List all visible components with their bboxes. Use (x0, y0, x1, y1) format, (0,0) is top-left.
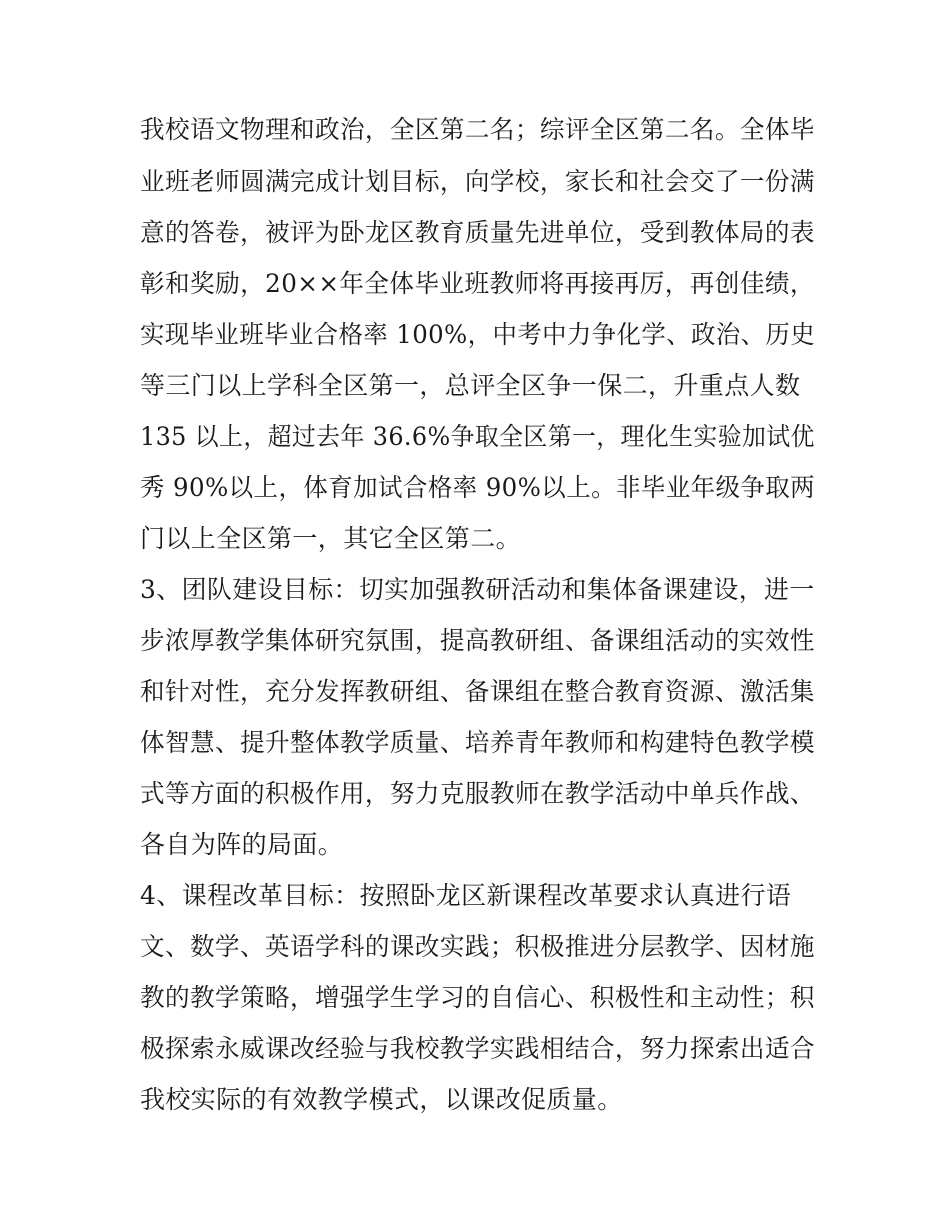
text-line: 实现毕业班毕业合格率 100%，中考中力争化学、政治、历史 (140, 320, 816, 349)
text-line: 业班老师圆满完成计划目标，向学校，家长和社会交了一份满 (140, 167, 815, 196)
text-line: 门以上全区第一，其它全区第二。 (140, 524, 522, 553)
text-line: 我校实际的有效教学模式，以课改促质量。 (140, 1085, 623, 1114)
text-line: 我校语文物理和政治，全区第二名；综评全区第二名。全体毕 (140, 115, 815, 144)
text-line: 式等方面的积极作用，努力克服教师在教学活动中单兵作战、 (140, 779, 815, 808)
text-line: 教的教学策略，增强学生学习的自信心、积极性和主动性；积 (140, 983, 815, 1012)
text-line: 极探索永威课改经验与我校教学实践相结合，努力探索出适合 (140, 1034, 815, 1063)
text-line: 文、数学、英语学科的课改实践；积极推进分层教学、因材施 (140, 932, 815, 961)
text-line: 彰和奖励，20××年全体毕业班教师将再接再厉，再创佳绩， (140, 269, 815, 298)
text-line: 4、课程改革目标：按照卧龙区新课程改革要求认真进行语 (140, 881, 792, 910)
text-line: 步浓厚教学集体研究氛围，提高教研组、备课组活动的实效性 (140, 626, 815, 655)
text-line: 意的答卷，被评为卧龙区教育质量先进单位，受到教体局的表 (140, 218, 815, 247)
text-line: 3、团队建设目标：切实加强教研活动和集体备课建设，进一 (140, 575, 815, 604)
text-line: 和针对性，充分发挥教研组、备课组在整合教育资源、激活集 (140, 677, 815, 706)
text-line: 各自为阵的局面。 (140, 830, 344, 859)
text-line: 体智慧、提升整体教学质量、培养青年教师和构建特色教学模 (140, 728, 815, 757)
text-line: 秀 90%以上，体育加试合格率 90%以上。非毕业年级争取两 (140, 473, 816, 502)
text-line: 等三门以上学科全区第一，总评全区争一保二，升重点人数 (140, 371, 801, 400)
text-line: 135 以上，超过去年 36.6%争取全区第一，理化生实验加试优 (140, 422, 815, 451)
